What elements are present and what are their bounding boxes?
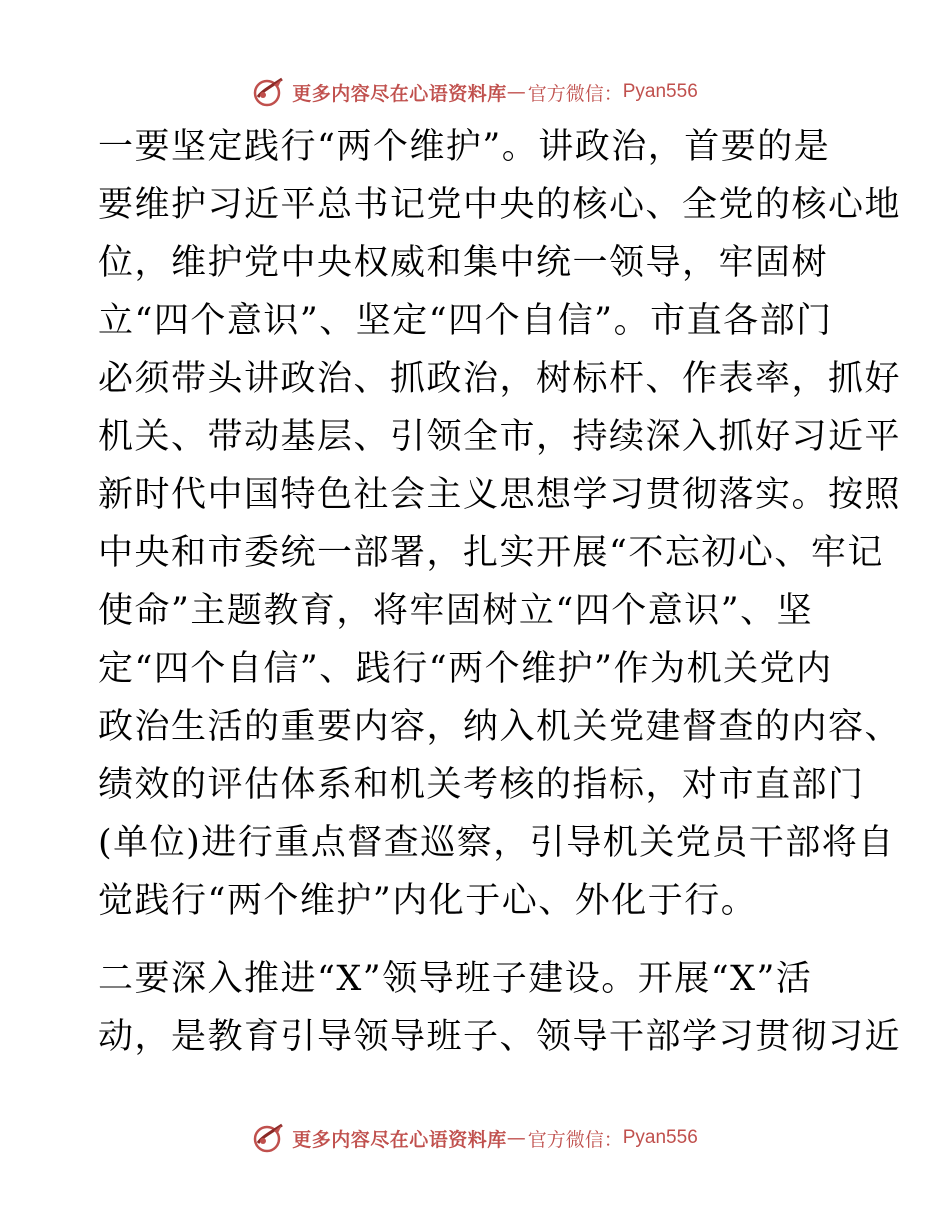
text-line: 位，维护党中央权威和集中统一领导，牢固树	[98, 243, 829, 283]
text-line: 定“四个自信”、践行“两个维护”作为机关党内	[98, 649, 833, 689]
paragraph-2	[98, 950, 902, 1066]
text-line: 绩效的评估体系和机关考核的指标，对市直部门	[98, 765, 865, 805]
header-site-text: 更多内容尽在心语资料库	[292, 82, 507, 105]
footer-wechat-label: 官方微信：	[527, 1128, 623, 1151]
text-line: 机关、带动基层、引领全市，持续深入抓好习近平	[98, 417, 902, 457]
header-watermark-banner	[0, 72, 950, 112]
paragraph-1	[98, 118, 902, 930]
footer-separator: —	[506, 1127, 526, 1149]
text-line: 中央和市委统一部署，扎实开展“不忘初心、牢记	[98, 533, 884, 573]
text-line: 必须带头讲政治、抓政治，树标杆、作表率，抓好	[98, 359, 902, 399]
text-line: 政治生活的重要内容，纳入机关党建督查的内容、	[98, 707, 902, 747]
header-wechat-account: Pyan556	[622, 81, 698, 102]
header-separator: —	[506, 81, 526, 103]
text-line: 立“四个意识”、坚定“四个自信”。市直各部门	[98, 301, 833, 341]
footer-wechat-account: Pyan556	[622, 1127, 698, 1148]
text-line: 觉践行“两个维护”内化于心、外化于行。	[98, 881, 758, 921]
text-line: 新时代中国特色社会主义思想学习贯彻落实。按照	[98, 475, 902, 515]
pen-logo-icon	[252, 75, 286, 109]
pen-logo-icon	[252, 1121, 286, 1155]
document-body	[98, 118, 902, 1066]
header-wechat-label: 官方微信：	[527, 82, 623, 105]
text-line: 使命”主题教育，将牢固树立“四个意识”、坚	[98, 591, 814, 631]
text-line: 一要坚定践行“两个维护”。讲政治，首要的是	[98, 127, 831, 167]
text-line: 二要深入推进“X”领导班子建设。开展“X”活	[98, 959, 813, 999]
text-line: 要维护习近平总书记党中央的核心、全党的核心地	[98, 185, 902, 225]
text-line: (单位)进行重点督查巡察，引导机关党员干部将自	[98, 823, 895, 863]
text-line: 动，是教育引导领导班子、领导干部学习贯彻习近	[98, 1017, 902, 1057]
footer-watermark-banner	[0, 1118, 950, 1158]
footer-site-text: 更多内容尽在心语资料库	[292, 1128, 507, 1151]
